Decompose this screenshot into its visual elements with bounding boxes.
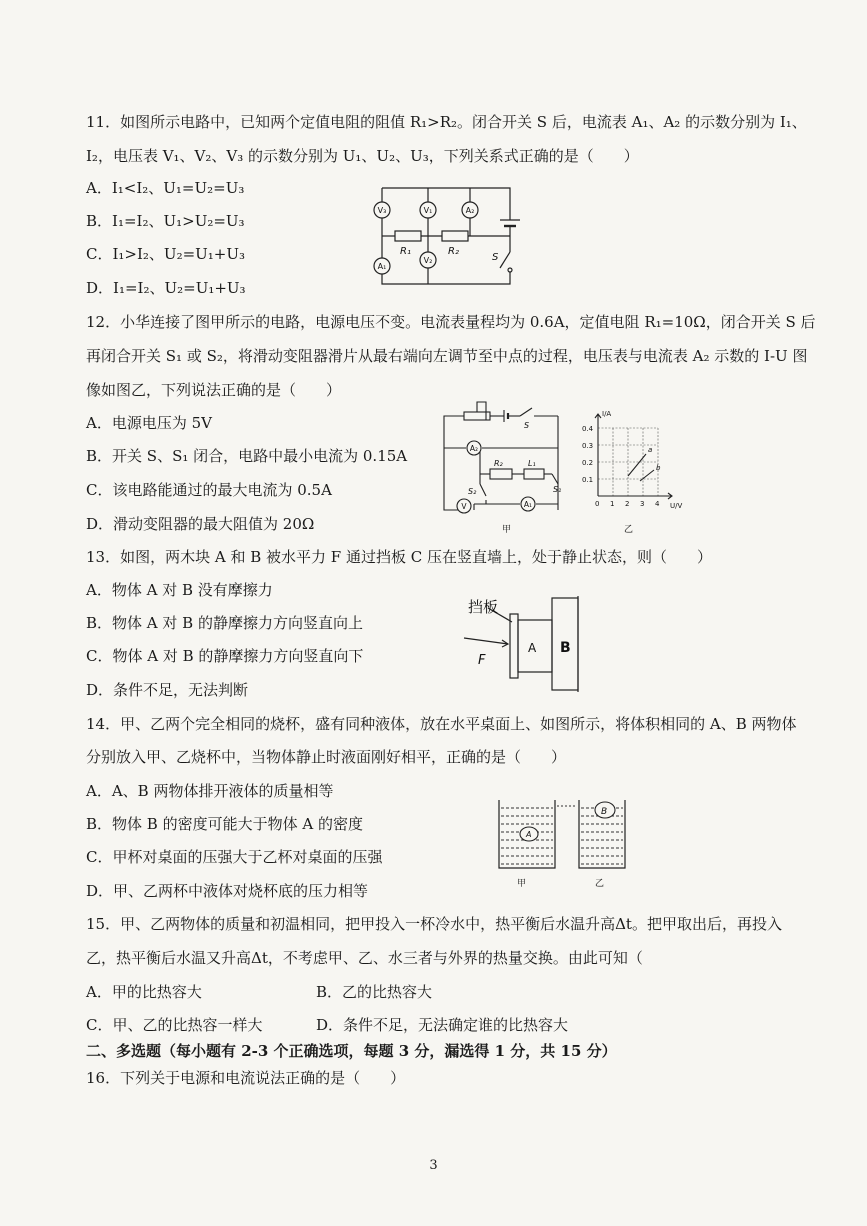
q12-label-v: V xyxy=(461,502,467,511)
q12-graph-xtick-2: 2 xyxy=(625,500,630,508)
q12-graph-label-a: a xyxy=(648,446,653,454)
q13-stem: 13．如图，两木块 A 和 B 被水平力 F 通过挡板 C 压在竖直墙上，处于静止状态，则（ ） xyxy=(86,548,712,566)
q12-label-s1: S₁ xyxy=(553,485,562,494)
q15-option-a: A．甲的比热容大 xyxy=(86,983,202,1001)
q12-graph-ytick-0.3: 0.3 xyxy=(582,442,594,450)
q15-stem-line2: 乙，热平衡后水温又升高Δt，不考虑甲、乙、水三者与外界的热量交换。由此可知（ xyxy=(86,949,643,967)
section-multiple-choice-header: 二、多选题（每小题有 2-3 个正确选项，每题 3 分，漏选得 1 分，共 15 分） xyxy=(86,1042,617,1060)
q12-graph-line-b xyxy=(640,470,654,481)
q12-stem-line3: 像如图乙，下列说法正确的是（ ） xyxy=(86,381,342,399)
q12-graph-xtick-1: 1 xyxy=(610,500,615,508)
q13-force-diagram xyxy=(460,592,590,698)
q12-stem-line1: 12．小华连接了图甲所示的电路，电源电压不变。电流表量程均为 0.6A，定值电阻 R₁=10Ω，闭合开关 S 后 xyxy=(86,313,816,331)
q15-stem-line1: 15．甲、乙两物体的质量和初温相同，把甲投入一杯冷水中，热平衡后水温升高Δt。把甲取出后，再投入 xyxy=(86,915,782,933)
q12-graph-xlabel: U/V xyxy=(670,502,683,510)
q11-circuit-diagram xyxy=(360,180,530,292)
q12-label-r2: R₂ xyxy=(494,459,503,468)
q13-label-a: A xyxy=(528,641,537,655)
q12-option-a: A．电源电压为 5V xyxy=(86,414,212,432)
q14-caption-yi: 乙 xyxy=(595,879,605,889)
q11-option-c: C．I₁>I₂、U₂=U₁+U₃ xyxy=(86,245,246,263)
q12-graph-ytick-0.2: 0.2 xyxy=(582,459,594,467)
q14-option-c: C．甲杯对桌面的压强大于乙杯对桌面的压强 xyxy=(86,848,383,866)
q12-circuit-diagram-jia xyxy=(440,396,575,536)
q11-label-a2: A₂ xyxy=(465,206,475,215)
q12-option-c: C．该电路能通过的最大电流为 0.5A xyxy=(86,481,332,499)
q13-force-arrow xyxy=(464,638,508,644)
q11-label-r2: R₂ xyxy=(448,246,459,257)
q12-label-s: S xyxy=(524,421,530,430)
q11-option-a: A．I₁<I₂、U₁=U₂=U₃ xyxy=(86,179,245,197)
q14-option-d: D．甲、乙两杯中液体对烧杯底的压力相等 xyxy=(86,882,369,900)
q11-label-v1: V₁ xyxy=(423,206,433,215)
q12-label-s2: S₂ xyxy=(468,487,477,496)
q14-stem-line1: 14．甲、乙两个完全相同的烧杯，盛有同种液体，放在水平桌面上、如图所示，将体积相同的 A、B 两物体 xyxy=(86,715,797,733)
q13-option-d: D．条件不足，无法判断 xyxy=(86,681,249,699)
q14-caption-jia: 甲 xyxy=(517,879,527,889)
q11-label-v3: V₃ xyxy=(377,206,387,215)
q12-graph-ytick-0.4: 0.4 xyxy=(582,425,594,433)
q15-option-d: D．条件不足，无法确定谁的比热容大 xyxy=(316,1016,569,1034)
q12-graph-xtick-4: 4 xyxy=(655,500,660,508)
q11-label-a1: A₁ xyxy=(377,262,387,271)
q11-label-v2: V₂ xyxy=(423,256,433,265)
q12-graph-label-b: b xyxy=(656,464,661,472)
q12-graph-ytick-0.1: 0.1 xyxy=(582,476,594,484)
q15-option-c: C．甲、乙的比热容一样大 xyxy=(86,1016,263,1034)
q14-label-b: B xyxy=(601,807,608,817)
q12-option-d: D．滑动变阻器的最大阻值为 20Ω xyxy=(86,515,315,533)
q12-iu-graph-yi xyxy=(580,408,690,536)
q12-caption-jia: 甲 xyxy=(502,525,512,535)
q12-caption-yi: 乙 xyxy=(624,525,634,535)
q14-option-a: A．A、B 两物体排开液体的质量相等 xyxy=(86,782,334,800)
q13-board-c xyxy=(510,614,518,678)
page-number: 3 xyxy=(429,1158,438,1173)
q11-label-s: S xyxy=(492,252,499,263)
q11-label-r1: R₁ xyxy=(400,246,411,257)
q12-label-a2: A₂ xyxy=(469,444,479,453)
q11-option-b: B．I₁=I₂、U₁>U₂=U₃ xyxy=(86,212,245,230)
q15-option-b: B．乙的比热容大 xyxy=(316,983,433,1001)
q11-option-d: D．I₁=I₂、U₂=U₁+U₃ xyxy=(86,279,246,297)
q13-option-c: C．物体 A 对 B 的静摩擦力方向竖直向下 xyxy=(86,647,364,665)
q12-label-l1: L₁ xyxy=(528,459,536,468)
q12-graph-ylabel: I/A xyxy=(602,410,612,418)
q11-stem-line2: I₂，电压表 V₁、V₂、V₃ 的示数分别为 U₁、U₂、U₃，下列关系式正确的是（ ） xyxy=(86,147,639,165)
q13-option-a: A．物体 A 对 B 没有摩擦力 xyxy=(86,581,273,599)
q16-stem: 16．下列关于电源和电流说法正确的是（ ） xyxy=(86,1069,406,1087)
q14-beakers-diagram xyxy=(495,796,635,892)
q13-option-b: B．物体 A 对 B 的静摩擦力方向竖直向上 xyxy=(86,614,363,632)
q14-label-a: A xyxy=(526,830,532,839)
q13-label-board: 挡板 xyxy=(468,598,499,616)
q12-graph-xtick-3: 3 xyxy=(640,500,645,508)
q13-label-b: B xyxy=(560,640,571,656)
q14-stem-line2: 分别放入甲、乙烧杯中，当物体静止时液面刚好相平，正确的是（ ） xyxy=(86,748,567,766)
q14-option-b: B．物体 B 的密度可能大于物体 A 的密度 xyxy=(86,815,363,833)
q12-graph-xtick-0: 0 xyxy=(595,500,600,508)
q12-option-b: B．开关 S、S₁ 闭合，电路中最小电流为 0.15A xyxy=(86,447,408,465)
q12-stem-line2: 再闭合开关 S₁ 或 S₂，将滑动变阻器滑片从最右端向左调节至中点的过程，电压表与电流表 A₂ 示数的 I-U 图 xyxy=(86,347,808,365)
q12-label-a1: A₁ xyxy=(523,500,533,509)
q11-stem-line1: 11．如图所示电路中，已知两个定值电阻的阻值 R₁>R₂。闭合开关 S 后，电流表 A₁、A₂ 的示数分别为 I₁、 xyxy=(86,113,807,131)
q13-label-f: F xyxy=(478,653,486,668)
